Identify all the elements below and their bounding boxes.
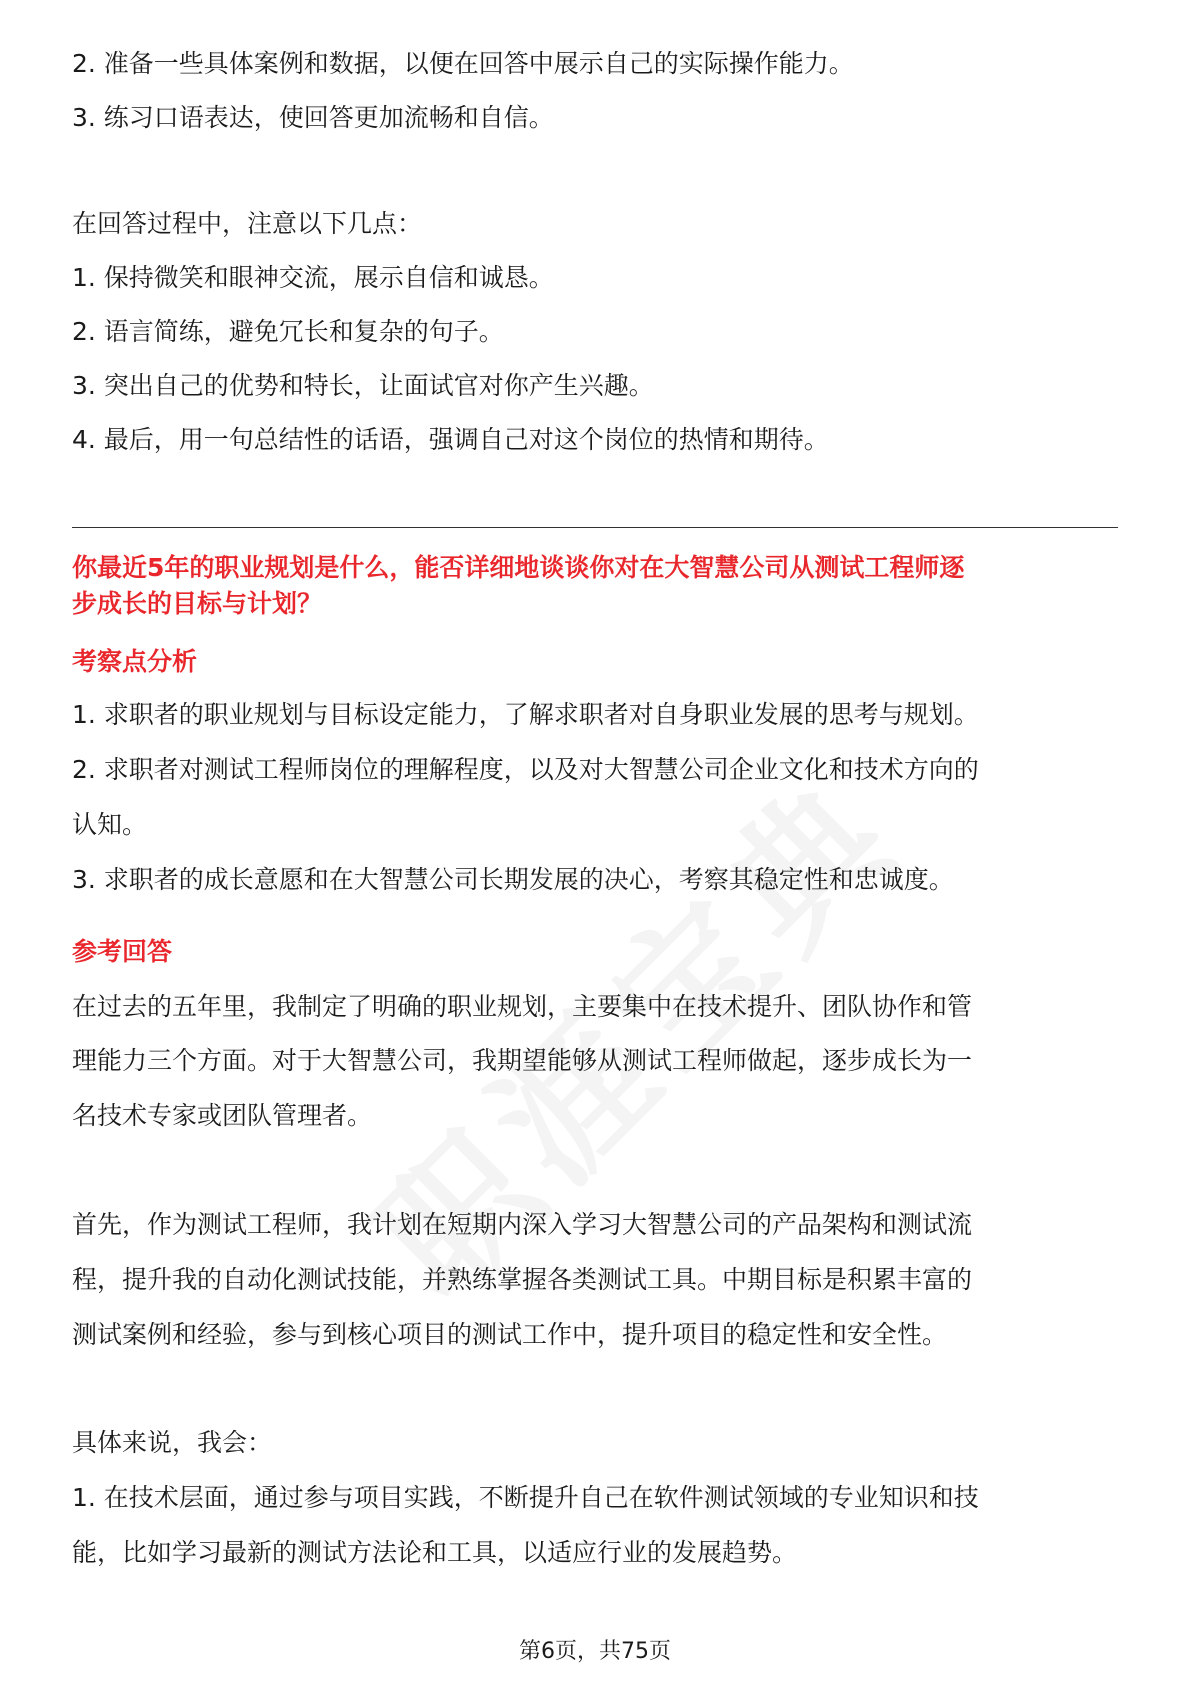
list-item: 2. 求职者对测试工程师岗位的理解程度，以及对大智慧公司企业文化和技术方向的 [72,755,979,784]
paragraph-line: 程，提升我的自动化测试技能，并熟练掌握各类测试工具。中期目标是积累丰富的 [72,1265,973,1294]
paragraph-intro: 具体来说，我会： [72,1428,273,1457]
list-item: 能，比如学习最新的测试方法论和工具，以适应行业的发展趋势。 [72,1538,798,1567]
page-number: 第6页，共75页 [519,1639,671,1664]
section-divider [72,527,1118,528]
list-item: 3. 突出自己的优势和特长，让面试官对你产生兴趣。 [72,371,654,400]
notes-intro: 在回答过程中，注意以下几点： [72,209,423,238]
answer-heading: 参考回答 [72,937,173,966]
list-item: 1. 求职者的职业规划与目标设定能力，了解求职者对自身职业发展的思考与规划。 [72,700,979,729]
list-item: 3. 练习口语表达，使回答更加流畅和自信。 [72,103,554,132]
list-item: 1. 保持微笑和眼神交流，展示自信和诚恳。 [72,263,554,292]
paragraph-line: 测试案例和经验，参与到核心项目的测试工作中，提升项目的稳定性和安全性。 [72,1320,948,1349]
paragraph-line: 理能力三个方面。对于大智慧公司，我期望能够从测试工程师做起，逐步成长为一 [72,1046,973,1075]
list-item: 认知。 [72,810,148,839]
paragraph-line: 名技术专家或团队管理者。 [72,1101,373,1130]
question-line: 你最近5年的职业规划是什么，能否详细地谈谈你对在大智慧公司从测试工程师逐 [72,553,965,582]
question-line: 步成长的目标与计划？ [72,589,323,618]
paragraph-line: 首先，作为测试工程师，我计划在短期内深入学习大智慧公司的产品架构和测试流 [72,1210,973,1239]
list-item: 1. 在技术层面，通过参与项目实践，不断提升自己在软件测试领域的专业知识和技 [72,1483,979,1512]
analysis-heading: 考察点分析 [72,647,198,676]
list-item: 4. 最后，用一句总结性的话语，强调自己对这个岗位的热情和期待。 [72,425,829,454]
paragraph-line: 在过去的五年里，我制定了明确的职业规划，主要集中在技术提升、团队协作和管 [72,992,973,1021]
list-item: 2. 语言简练，避免冗长和复杂的句子。 [72,317,504,346]
list-item: 3. 求职者的成长意愿和在大智慧公司长期发展的决心，考察其稳定性和忠诚度。 [72,865,954,894]
list-item: 2. 准备一些具体案例和数据，以便在回答中展示自己的实际操作能力。 [72,49,854,78]
